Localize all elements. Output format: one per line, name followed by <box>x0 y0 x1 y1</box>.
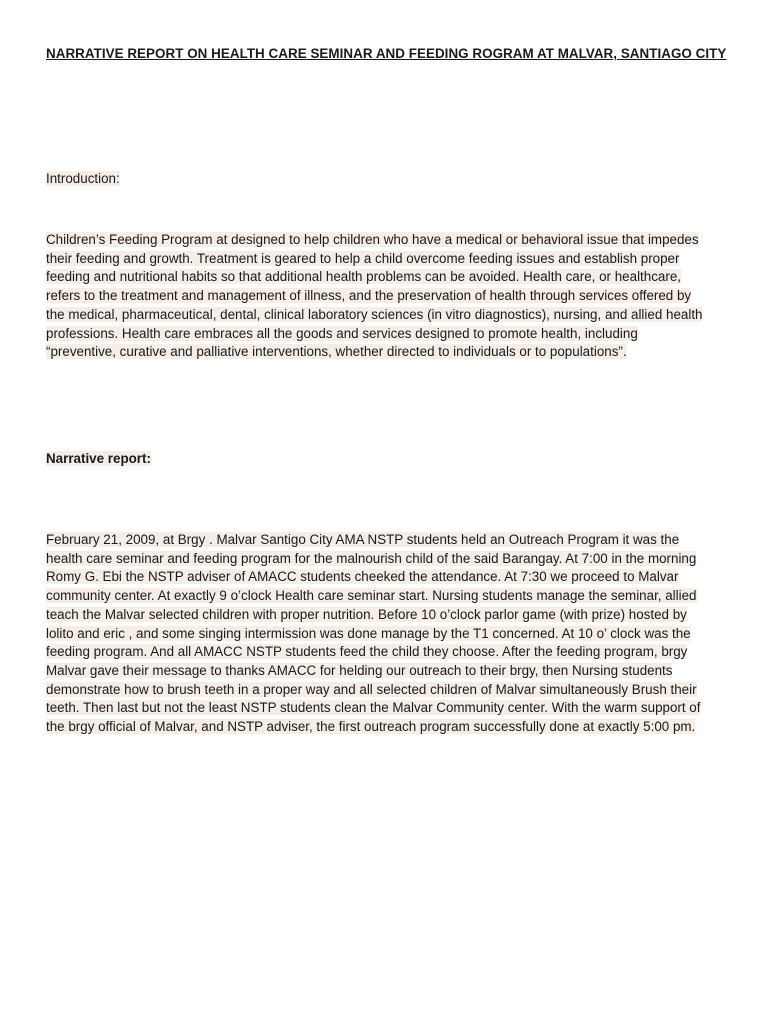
introduction-heading <box>46 169 120 188</box>
paragraph-line: feeding program. And all AMACC NSTP students feed the child they choose. After the feeding program, brgy <box>46 644 688 660</box>
paragraph-line: the medical, pharmaceutical, dental, clinical laboratory sciences (in vitro diagnostics), nursing, and allied health <box>46 306 703 322</box>
paragraph-line: Malvar gave their message to thanks AMACC for helding our outreach to their brgy, then Nursing students <box>46 662 673 678</box>
paragraph-line: professions. Health care embraces all the goods and services designed to promote health, including <box>46 325 638 341</box>
paragraph-line: their feeding and growth. Treatment is geared to help a child overcome feeding issues and establish proper <box>46 250 680 266</box>
paragraph-line: lolito and eric , and some singing intermission was done manage by the T1 concerned. At 10 o’ clock was the <box>46 625 691 641</box>
paragraph-line: refers to the treatment and management of illness, and the preservation of health through services offered by <box>46 288 692 304</box>
introduction-paragraph <box>46 231 736 362</box>
paragraph-line: “preventive, curative and palliative interventions, whether directed to individuals or to populations”. <box>46 344 627 360</box>
introduction-heading-text: Introduction: <box>46 171 120 186</box>
narrative-heading <box>46 449 151 468</box>
paragraph-line: feeding and nutritional habits so that additional health problems can be avoided. Health care, or healthcare, <box>46 269 681 285</box>
paragraph-line: teeth. Then last but not the least NSTP students clean the Malvar Community center. With the warm support of <box>46 700 701 716</box>
narrative-paragraph <box>46 531 736 737</box>
paragraph-line: the brgy official of Malvar, and NSTP adviser, the first outreach program successfully done at exactly 5:00 pm. <box>46 719 696 735</box>
paragraph-line: teach the Malvar selected children with proper nutrition. Before 10 o’clock parlor game (with prize) hosted by <box>46 606 687 622</box>
narrative-heading-text: Narrative report: <box>46 451 151 466</box>
paragraph-line: Children’s Feeding Program at designed to help children who have a medical or behavioral issue that impedes <box>46 232 699 247</box>
paragraph-line: Romy G. Ebi the NSTP adviser of AMACC students cheeked the attendance. At 7:30 we proceed to Malvar <box>46 569 679 585</box>
paragraph-line: February 21, 2009, at Brgy . Malvar Santigo City AMA NSTP students held an Outreach Program it was the <box>46 532 680 547</box>
paragraph-line: community center. At exactly 9 o’clock Health care seminar start. Nursing students manage the seminar, allied <box>46 588 697 604</box>
paragraph-line: demonstrate how to brush teeth in a proper way and all selected children of Malvar simultaneously Brush their <box>46 681 697 697</box>
document-title: NARRATIVE REPORT ON HEALTH CARE SEMINAR AND FEEDING ROGRAM AT MALVAR, SANTIAGO CITY <box>46 46 727 61</box>
paragraph-line: health care seminar and feeding program for the malnourish child of the said Barangay. At 7:00 in the morning <box>46 550 697 566</box>
